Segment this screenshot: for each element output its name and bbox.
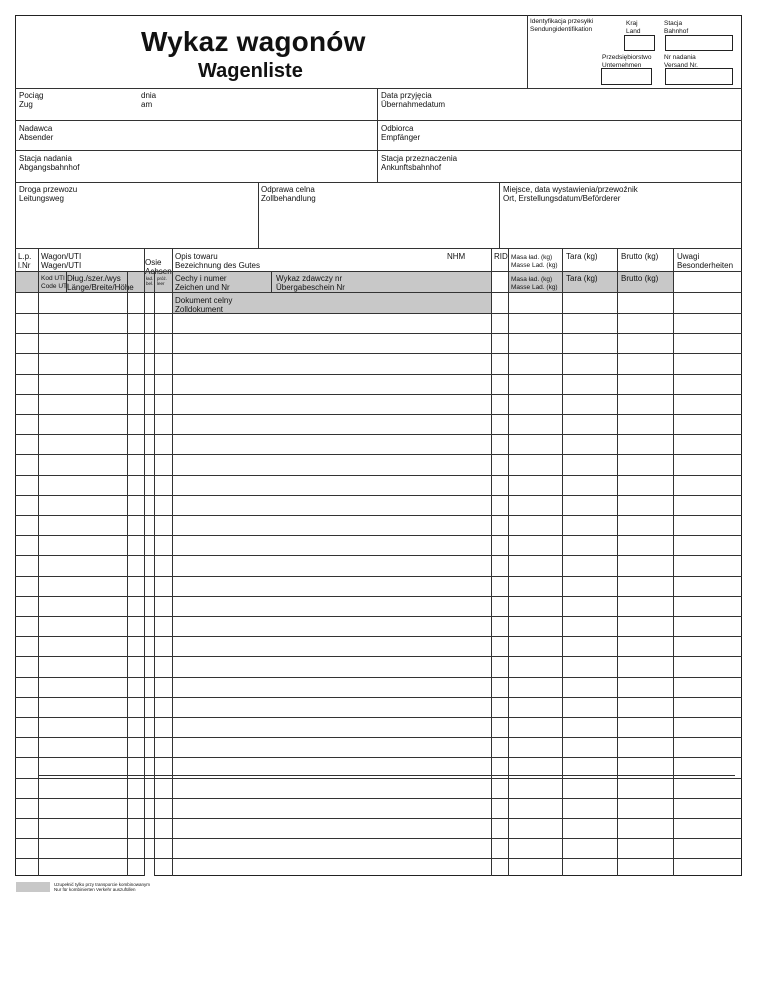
combined-transport-note: Uzupełnić tylko przy transporcie kombinowanym Nur für kombinierten Verkehr auszufüllen	[54, 882, 151, 892]
consignment-no-label: Nr nadania Versand Nr.	[664, 54, 698, 69]
station-input[interactable]	[665, 35, 733, 51]
table-row-line	[15, 858, 742, 859]
table-row-line	[15, 454, 742, 455]
table-row-line	[15, 515, 742, 516]
column-line-brutto	[673, 248, 674, 876]
company-input[interactable]	[601, 68, 652, 85]
table-row-line	[15, 374, 742, 375]
column-line-goods	[172, 248, 173, 876]
customs-field[interactable]: Odprawa celna Zollbehandlung	[261, 185, 316, 203]
col-tara-2: Tara (kg)	[566, 274, 598, 283]
col-lp: L.p. l.Nr	[18, 252, 32, 270]
place-date-carrier-field[interactable]: Miejsce, data wystawienia/przewoźnik Ort, Erstellungsdatum/Beförderer	[503, 185, 638, 203]
table-row-line	[15, 697, 742, 698]
header-row-line	[15, 271, 742, 272]
table-row-line	[15, 555, 742, 556]
col-dims: Dług./szer./wys Länge/Breite/Höhe	[67, 274, 134, 292]
col-mass: Masa ład. (kg) Masse Lad. (kg)	[511, 254, 558, 269]
page-title: Wykaz wagonów	[141, 26, 366, 57]
column-line-marks	[271, 271, 272, 292]
table-row-line	[15, 677, 742, 678]
table-row-line	[15, 636, 742, 637]
column-line-axles-mid	[154, 271, 155, 876]
shaded-axles-col	[144, 292, 154, 876]
table-row-line	[15, 475, 742, 476]
form-frame	[15, 15, 742, 876]
col-brutto: Brutto (kg)	[621, 252, 659, 261]
col-rid: RID	[494, 252, 508, 261]
destination-station-field[interactable]: Stacja przeznaczenia Ankunftsbahnhof	[381, 154, 458, 172]
col-remarks: Uwagi Besonderheiten	[677, 252, 734, 270]
col-code-uti: Kod UTI Code UTI	[41, 275, 69, 290]
table-row-line	[15, 353, 742, 354]
column-line-rid	[508, 248, 509, 876]
table-row-line	[15, 757, 742, 758]
table-row-line	[15, 333, 742, 334]
col-mass-2: Masa ład. (kg) Masse Lad. (kg)	[511, 276, 558, 291]
shipment-id-label: Identyfikacja przesyłki Sendungidentifikation	[530, 18, 594, 33]
col-marks: Cechy i numer Zeichen und Nr	[175, 274, 230, 292]
recipient-field[interactable]: Odbiorca Empfänger	[381, 124, 421, 142]
col-customs-doc: Dokument celny Zolldokument	[175, 296, 233, 314]
table-row-line	[15, 576, 742, 577]
table-row-line	[15, 313, 172, 314]
column-line-mass	[562, 248, 563, 876]
table-row-line	[15, 596, 742, 597]
column-line-axles-left	[144, 248, 145, 876]
table-row-line	[15, 798, 742, 799]
date-field[interactable]: dnia am	[141, 91, 157, 109]
train-field[interactable]: Pociąg Zug	[19, 91, 44, 109]
table-row-line	[15, 778, 742, 779]
column-line-tara	[617, 248, 618, 876]
combined-transport-legend-swatch	[16, 882, 50, 892]
sender-field[interactable]: Nadawca Absender	[19, 124, 54, 142]
table-row-line	[15, 737, 742, 738]
page-subtitle: Wagenliste	[198, 60, 303, 82]
station-label: Stacja Bahnhof	[664, 20, 689, 35]
table-row-line	[15, 656, 742, 657]
country-label: Kraj Land	[626, 20, 641, 35]
table-row-line	[15, 535, 742, 536]
col-axle-empty: próż. leer	[157, 276, 168, 286]
col-tara: Tara (kg)	[566, 252, 598, 261]
table-row-line	[15, 838, 742, 839]
table-row-line	[15, 414, 742, 415]
col-nhm: NHM	[447, 252, 466, 261]
table-row-line	[15, 818, 742, 819]
company-label: Przedsiębiorstwo Unternehmen	[602, 54, 652, 69]
country-input[interactable]	[624, 35, 655, 51]
acceptance-date-field[interactable]: Data przyjęcia Übernahmedatum	[381, 91, 446, 109]
col-axle-loaded: ład. bel.	[146, 276, 154, 286]
header-row-line	[172, 313, 491, 314]
route-field[interactable]: Droga przewozu Leitungsweg	[19, 185, 78, 203]
header-row-line	[15, 292, 742, 293]
table-row-line	[15, 394, 742, 395]
col-transfer: Wykaz zdawczy nr Übergabeschein Nr	[276, 274, 345, 292]
column-line-lp	[38, 248, 39, 876]
table-row-line	[15, 434, 742, 435]
consignment-no-input[interactable]	[665, 68, 733, 85]
table-row-line	[15, 717, 742, 718]
col-brutto-2: Brutto (kg)	[621, 274, 659, 283]
col-wagon: Wagon/UTI Wagen/UTI	[41, 252, 82, 270]
column-line-code	[66, 271, 67, 292]
column-line-wagon	[127, 271, 128, 876]
table-row-line	[491, 313, 742, 314]
table-row-line	[15, 616, 742, 617]
departure-station-field[interactable]: Stacja nadania Abgangsbahnhof	[19, 154, 80, 172]
column-line-nhm	[491, 248, 492, 876]
table-row-line	[38, 775, 735, 776]
table-row-line	[15, 495, 742, 496]
col-axles: Osie Achsen	[145, 258, 172, 276]
col-goods: Opis towaru Bezeichnung des Gutes	[175, 252, 260, 270]
